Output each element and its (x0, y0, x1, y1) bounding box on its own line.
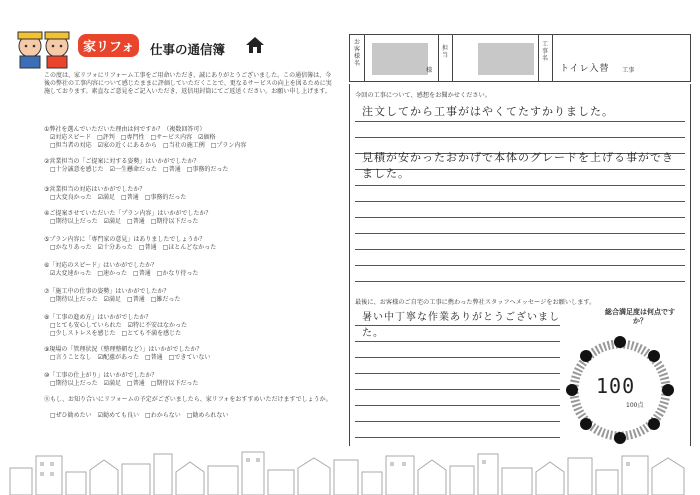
staff-message-prompt: 最後に、お客様のご自宅の工事に携わった弊社スタッフへメッセージをお願いします。 (355, 299, 596, 306)
staff-label: 担当 (441, 45, 448, 59)
question-1-options-b: □担当者の対応 ☑家の近くにあるから □当社の施工例 □プラン内容 (50, 142, 247, 149)
question-4: ④ご提案させていただいた「プラン内容」はいかがでしたか？ (44, 210, 212, 217)
customer-name-redacted (372, 43, 428, 75)
mascot-icon (12, 22, 82, 72)
question-8-options-b: □少しストレスを感じた □とても不満を感じた (50, 330, 182, 337)
question-2-options: □十分誠意を感じた ☑一生懸命だった □普通 □事務的だった (50, 166, 229, 173)
question-8: ⑧「工事の進め方」はいかがでしたか？ (44, 314, 152, 321)
question-4-options: □期待以上だった ☑満足 □普通 □期待以下だった (50, 218, 199, 225)
score-unit: 100点 (626, 402, 644, 409)
staff-message-handwriting: 暑い中丁寧な作業ありがとうございました。 (362, 312, 560, 339)
work-name-label: 工事名 (541, 41, 548, 62)
work-suffix: 工事 (622, 67, 635, 74)
question-6-options: ☑大変速かった □速かった □普通 □かなり待った (50, 270, 199, 277)
comment-prompt: 今回の工事について、感想をお聞かせください。 (355, 92, 491, 99)
question-8-options-a: □とても安心していられた ☑特に不安はなかった (50, 322, 188, 329)
question-11: ⑪もし、お知り合いにリフォームの予定がございましたら、家リフォをおすすめいただけますでしょうか。 (44, 396, 332, 403)
house-icon (245, 36, 265, 54)
brand-name: 家リフォ (78, 34, 139, 57)
town-skyline-decoration (0, 446, 700, 495)
score-handwriting: 100 (596, 374, 636, 398)
question-9-options: □言うことなし ☑配慮があった □普通 □できていない (50, 354, 211, 361)
question-3-options: □大変良かった ☑満足 □普通 □事務的だった (50, 194, 187, 201)
question-10-options: □期待以上だった ☑満足 □普通 □期待以下だった (50, 380, 199, 387)
question-9: ⑨現場の「管理状況（整理整頓など）」はいかがでしたか？ (44, 346, 203, 353)
sama-label: 様 (426, 67, 433, 74)
question-1-options-a: ☑対応スピード □評判 □専門性 □サービス内容 ☑価格 (50, 134, 216, 141)
question-7: ⑦「施工中の仕事の姿勢」はいかがでしたか？ (44, 288, 170, 295)
question-1: ①弊社を選んでいただいた理由は何ですか？（複数回答可） (44, 126, 206, 133)
question-2: ②営業担当の「ご提案に対する姿勢」はいかがでしたか？ (44, 158, 200, 165)
rating-label: 総合満足度は何点ですか？ (605, 308, 675, 325)
question-11-options: □ぜひ勧めたい ☑勧めても良い □わからない □勧められない (50, 412, 229, 419)
page-title: 仕事の通信簿 (150, 42, 226, 57)
question-5: ⑤プラン内容に「専門家の意見」はありましたでしょうか？ (44, 236, 206, 243)
customer-name-label: お客様名 (353, 39, 360, 67)
work-name-value: トイレ入替 (560, 64, 610, 74)
question-3: ③営業担当の対応はいかがでしたか？ (44, 186, 146, 193)
question-7-options: □期待以上だった ☑満足 □普通 □雑だった (50, 296, 181, 303)
question-6: ⑥「対応のスピード」はいかがでしたか？ (44, 262, 158, 269)
question-5-options: □かなりあった ☑十分あった □普通 □ほとんどなかった (50, 244, 217, 251)
question-10: ⑩「工事の仕上がり」はいかがでしたか？ (44, 372, 158, 379)
intro-text: この度は、家リフォにリフォーム工事をご用命いただき、誠にありがとうございました。この通信簿は、今後の弊社の工事内容について感じたままに評価していただくことで、更なるサービスの向上を図るために実施しております。素直なご意見をご記入いただき、返信用封筒にてご返送ください。お願い申し上げます。 (44, 72, 332, 95)
staff-name-redacted (478, 43, 534, 75)
customer-info-box (349, 34, 691, 82)
comment-handwriting-1: 注文してから工事がはやくてたすかりました。 (362, 105, 614, 118)
comment-handwriting-2: 見積が安かったおかげで本体のグレードを上げる事ができました。 (362, 151, 674, 180)
